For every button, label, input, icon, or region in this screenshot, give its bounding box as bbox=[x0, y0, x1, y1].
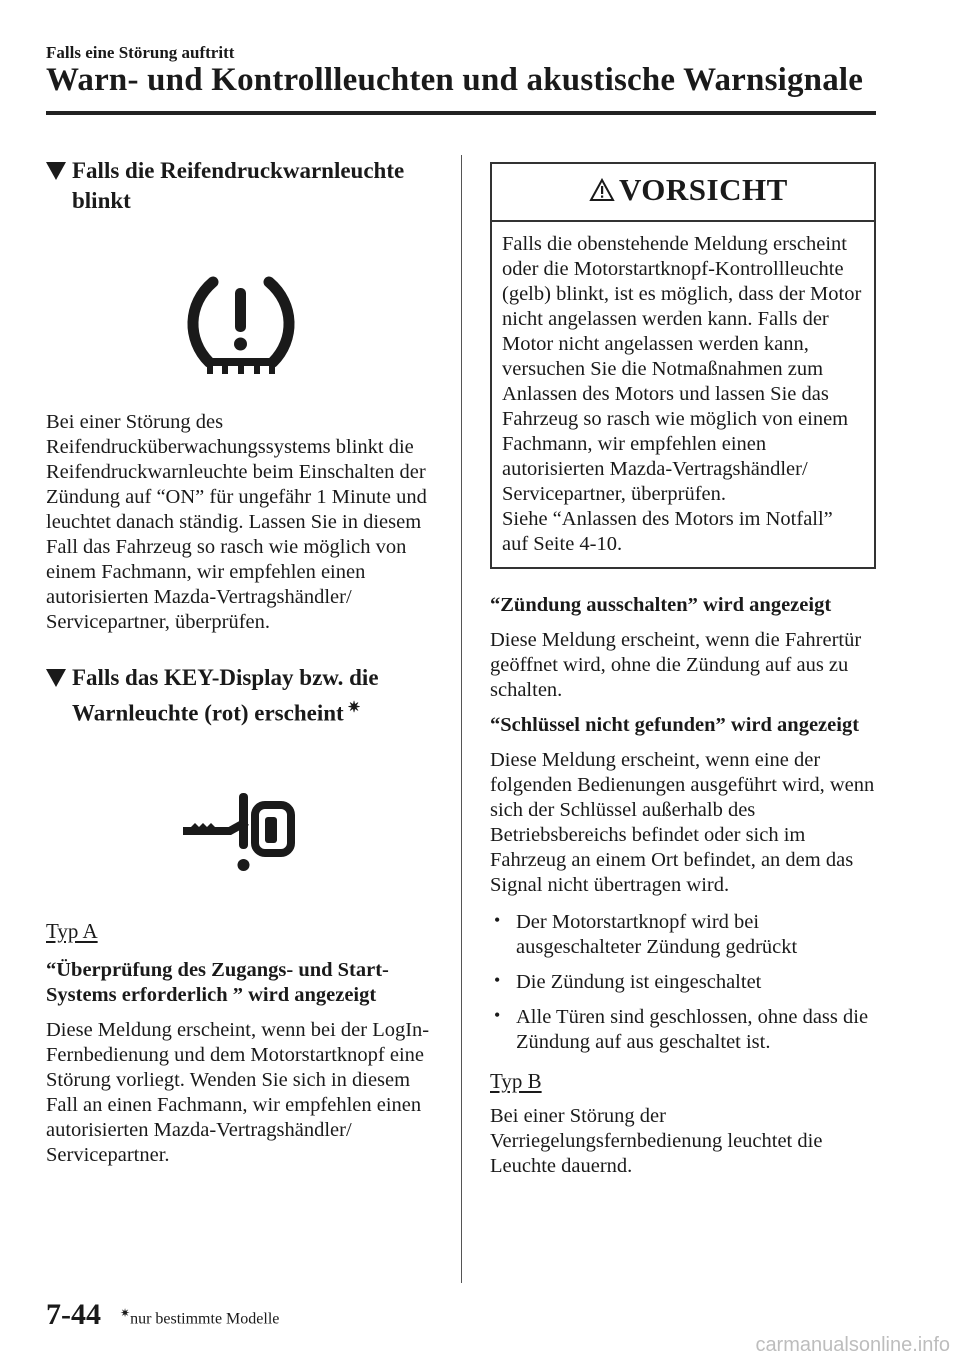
caution-box bbox=[490, 162, 876, 569]
typ-b-text: Bei einer Störung der Verriegelungsfernbedienung leuchtet die Leuchte dauernd. bbox=[490, 1105, 823, 1177]
heading-key-display bbox=[46, 663, 438, 729]
caution-header bbox=[492, 164, 874, 222]
heading-tire-pressure-text: Falls die Reifendruckwarnleuchte blinkt bbox=[72, 158, 405, 213]
caution-title: VORSICHT bbox=[619, 172, 788, 207]
caution-reference: Siehe “Anlassen des Motors im Notfall” auf Seite 4-10. bbox=[502, 508, 833, 555]
message-c-heading: “Schlüssel nicht gefunden” wird angezeigt bbox=[490, 714, 860, 736]
typ-a-label: Typ A bbox=[46, 918, 98, 943]
bullet-icon: • bbox=[494, 1005, 501, 1025]
watermark: carmanualsonline.info bbox=[755, 1334, 950, 1356]
warning-triangle-icon bbox=[589, 178, 615, 202]
tire-pressure-warning-icon bbox=[183, 274, 299, 374]
column-divider bbox=[461, 155, 462, 1283]
list-item-text: Der Motorstartknopf wird bei ausgeschalteter Zündung gedrückt bbox=[516, 911, 798, 958]
caution-body bbox=[492, 222, 874, 567]
message-a-text: Diese Meldung erscheint, wenn bei der LogIn-Fernbedienung und dem Motorstartknopf eine Störung vorliegt. Wenden Sie sich in diesem Fall an einen Fachmann, wir empfehlen einen autorisierten Mazda-Vertragshändler/ Servicepartner. bbox=[46, 1018, 430, 1166]
triangle-down-icon bbox=[46, 669, 66, 687]
typ-b-label: Typ B bbox=[490, 1069, 542, 1093]
section-label: Falls eine Störung auftritt bbox=[46, 43, 235, 62]
header-rule bbox=[46, 111, 876, 115]
heading-key-display-text: Falls das KEY-Display bzw. die Warnleuchte (rot) erscheint bbox=[72, 665, 379, 726]
list-item bbox=[490, 910, 876, 960]
message-b-heading: “Zündung ausschalten” wird angezeigt bbox=[490, 594, 832, 616]
message-c-text: Diese Meldung erscheint, wenn eine der folgenden Bedienungen ausgeführt wird, wenn sich der Schlüssel außerhalb des Betriebsbereichs befindet oder sich im Fahrzeug an einem Ort befindet, an dem das Signal nicht übertragen wird. bbox=[490, 749, 875, 896]
star-marker: ✷ bbox=[120, 1306, 131, 1320]
list-item-text: Alle Türen sind geschlossen, ohne dass die Zündung auf aus geschaltet ist. bbox=[516, 1006, 869, 1053]
left-column bbox=[46, 156, 438, 1168]
star-marker: ✷ bbox=[347, 700, 361, 716]
bullet-icon: • bbox=[494, 970, 501, 990]
right-column bbox=[490, 162, 876, 1179]
triangle-down-icon bbox=[46, 162, 66, 180]
page-title: Warn- und Kontrollleuchten und akustische Warnsignale bbox=[46, 62, 864, 98]
bullet-icon: • bbox=[494, 910, 501, 930]
heading-tire-pressure bbox=[46, 156, 438, 216]
message-b-text: Diese Meldung erscheint, wenn die Fahrertür geöffnet wird, ohne die Zündung auf aus zu schalten. bbox=[490, 629, 862, 701]
paragraph-tpms: Bei einer Störung des Reifendrucküberwachungssystems blinkt die Reifendruckwarnleuchte beim Einschalten der Zündung auf “ON” für ungefähr 1 Minute und leuchtet danach ständig. Lassen Sie in diesem Fall das Fahrzeug so rasch wie möglich von einem Fachmann, wir empfehlen einen autorisierten Mazda-Vertragshändler/ Servicepartner, überprüfen. bbox=[46, 411, 427, 633]
message-a-heading: “Überprüfung des Zugangs- und Start-Systems erforderlich ” wird angezeigt bbox=[46, 958, 389, 1006]
footnote-text: nur bestimmte Modelle bbox=[130, 1310, 280, 1328]
page-number: 7-44 bbox=[46, 1298, 101, 1331]
list-item-text: Die Zündung ist eingeschaltet bbox=[516, 971, 762, 993]
footnote bbox=[120, 1306, 279, 1328]
key-warning-icon bbox=[181, 789, 303, 881]
list-item bbox=[490, 970, 876, 995]
list-item bbox=[490, 1005, 876, 1055]
caution-text: Falls die obenstehende Meldung erscheint oder die Motorstartknopf-Kontrollleuchte (gelb) blinkt, ist es möglich, dass der Motor nicht angelassen werden kann. Falls der Motor nicht angelassen werden kann, versuchen Sie die Notmaßnahmen zum Anlassen des Motors und lassen Sie das Fahrzeug so rasch wie möglich von einem Fachmann, wir empfehlen einen autorisierten Mazda-Vertragshändler/ Servicepartner, überprüfen. bbox=[502, 233, 862, 505]
